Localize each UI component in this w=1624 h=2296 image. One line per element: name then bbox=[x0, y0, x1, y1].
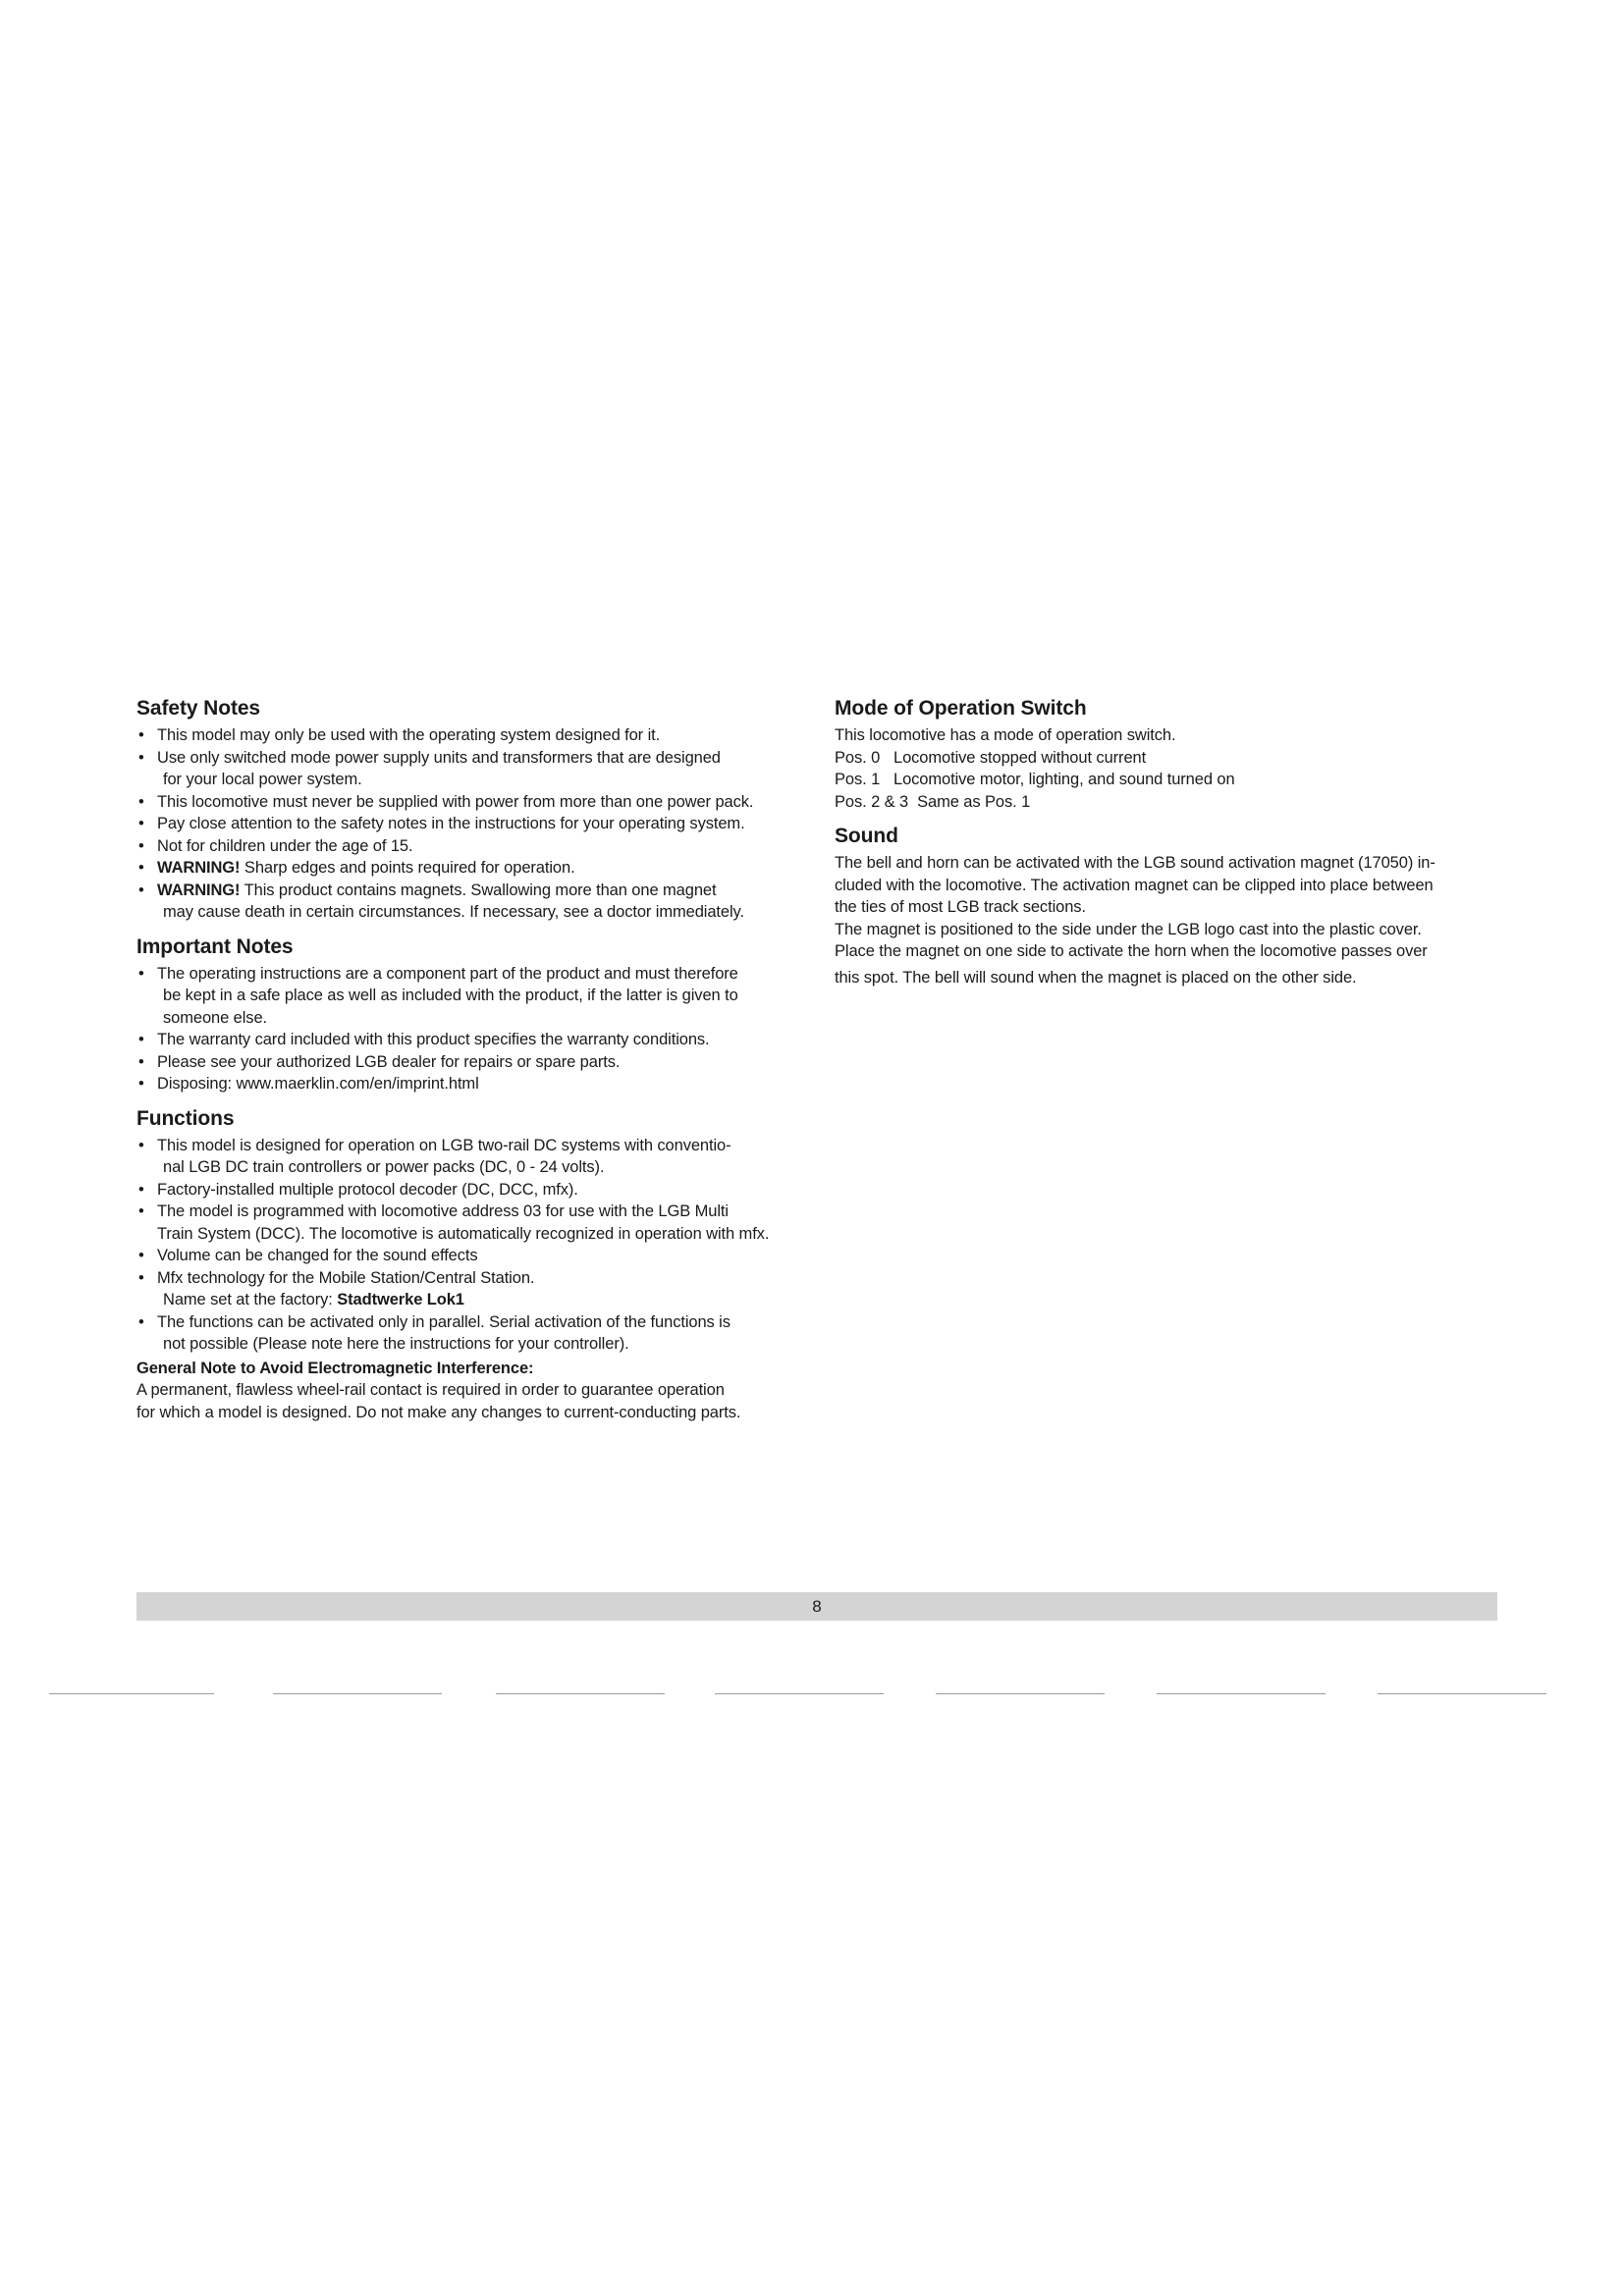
list-item-text: • Mfx technology for the Mobile Station/Central Station. bbox=[157, 1268, 535, 1287]
list-item bbox=[136, 791, 804, 814]
list-item-text: Please see your authorized LGB dealer for repairs or spare parts. bbox=[157, 1052, 621, 1071]
mode-position-value: Locomotive motor, lighting, and sound turned on bbox=[893, 771, 1235, 788]
bottom-rule-segment bbox=[1378, 1693, 1546, 1694]
functions-heading: Functions bbox=[136, 1106, 235, 1130]
list-item-text bbox=[157, 747, 804, 791]
list-item bbox=[136, 1135, 804, 1179]
list-item-warning bbox=[136, 857, 804, 880]
sound-body bbox=[835, 852, 1502, 988]
list-item-text: Disposing: www.maerklin.com/en/imprint.html bbox=[157, 1075, 479, 1093]
list-item-text: • The functions can be activated only in parallel. Serial activation of the functions is bbox=[157, 1312, 731, 1331]
bottom-rule-segment bbox=[49, 1693, 214, 1694]
left-column bbox=[136, 695, 804, 1433]
sound-text-line: this spot. The bell will sound when the magnet is placed on the other side. bbox=[835, 968, 1357, 987]
mode-position-row bbox=[835, 769, 1502, 791]
emi-note-line: A permanent, flawless wheel-rail contact is required in order to guarantee operation bbox=[136, 1381, 725, 1399]
factory-name-prefix: Name set at the factory: bbox=[163, 1291, 338, 1308]
list-item-text: The warranty card included with this product specifies the warranty conditions. bbox=[157, 1031, 710, 1048]
mode-switch-section bbox=[835, 695, 1502, 813]
list-item-text: Pay close attention to the safety notes in the instructions for your operating system. bbox=[157, 815, 745, 832]
list-item-text: Train System (DCC). The locomotive is automatically recognized in operation with mfx. bbox=[157, 1224, 770, 1243]
list-item-text: • The model is programmed with locomotive address 03 for use with the LGB Multi bbox=[157, 1202, 729, 1220]
list-item bbox=[136, 1245, 804, 1267]
list-item-text-line: • Use only switched mode power supply units and transformers that are designed bbox=[157, 748, 721, 767]
functions-list bbox=[136, 1135, 804, 1356]
list-item bbox=[136, 1051, 804, 1074]
list-item-text: This locomotive must never be supplied with power from more than one power pack. bbox=[157, 792, 754, 811]
important-notes-list bbox=[136, 963, 804, 1095]
bottom-rule-segment bbox=[715, 1693, 884, 1694]
factory-name-line bbox=[157, 1289, 804, 1311]
list-item-text: Not for children under the age of 15. bbox=[157, 836, 413, 855]
list-item-warning bbox=[136, 880, 804, 924]
mode-switch-heading: Mode of Operation Switch bbox=[835, 697, 1087, 720]
mode-position-key: Pos. 2 & 3 bbox=[835, 792, 909, 811]
list-item-text: nal LGB DC train controllers or power packs (DC, 0 - 24 volts). bbox=[163, 1158, 605, 1176]
sound-text-line: The magnet is positioned to the side under the LGB logo cast into the plastic cover. bbox=[835, 920, 1422, 938]
list-item-text: Volume can be changed for the sound effects bbox=[157, 1247, 478, 1264]
list-item bbox=[136, 1311, 804, 1356]
page-number: 8 bbox=[812, 1597, 822, 1616]
mode-position-value: Locomotive stopped without current bbox=[893, 748, 1147, 767]
list-item bbox=[136, 1201, 804, 1245]
list-item bbox=[136, 963, 804, 1030]
list-item-text: not possible (Please note here the instructions for your controller). bbox=[163, 1335, 629, 1353]
list-item-text: This model may only be used with the operating system designed for it. bbox=[157, 726, 661, 744]
safety-notes-section bbox=[136, 695, 804, 924]
sound-heading: Sound bbox=[835, 825, 898, 847]
mode-position-row bbox=[835, 747, 1502, 770]
emi-note-text bbox=[136, 1379, 804, 1423]
sound-section bbox=[835, 823, 1502, 988]
list-item bbox=[136, 813, 804, 835]
list-item bbox=[136, 747, 804, 791]
warning-text: This product contains magnets. Swallowing more than one magnet bbox=[240, 881, 717, 899]
list-item bbox=[136, 1267, 804, 1311]
warning-line bbox=[157, 880, 804, 902]
mode-switch-body bbox=[835, 724, 1502, 813]
list-item bbox=[136, 1073, 804, 1095]
functions-section bbox=[136, 1105, 804, 1424]
safety-notes-list bbox=[136, 724, 804, 924]
list-item-text: someone else. bbox=[163, 1008, 268, 1027]
warning-label: WARNING! bbox=[157, 859, 241, 877]
bottom-rule-segment bbox=[1157, 1693, 1326, 1694]
warning-text-continued: may cause death in certain circumstances. If necessary, see a doctor immediately. bbox=[163, 903, 744, 921]
list-item-text: Factory-installed multiple protocol decoder (DC, DCC, mfx). bbox=[157, 1180, 578, 1199]
emi-note-line: for which a model is designed. Do not make any changes to current-conducting parts. bbox=[136, 1403, 741, 1421]
warning-label: WARNING! bbox=[157, 881, 241, 899]
bottom-rule-segment bbox=[496, 1693, 665, 1694]
important-notes-heading: Important Notes bbox=[136, 934, 294, 958]
right-column bbox=[835, 695, 1502, 998]
sound-text-line: Place the magnet on one side to activate the horn when the locomotive passes over bbox=[835, 942, 1428, 960]
list-item-text-line: for your local power system. bbox=[163, 771, 362, 788]
mode-position-row bbox=[835, 791, 1502, 814]
safety-notes-heading: Safety Notes bbox=[136, 697, 261, 720]
sound-text-line: cluded with the locomotive. The activation magnet can be clipped into place between bbox=[835, 876, 1434, 894]
warning-text: Sharp edges and points required for operation. bbox=[240, 859, 575, 877]
mode-position-key: Pos. 1 bbox=[835, 771, 881, 788]
sound-text-line: the ties of most LGB track sections. bbox=[835, 898, 1086, 916]
bottom-rule-segment bbox=[936, 1693, 1105, 1694]
list-item-text: • This model is designed for operation on LGB two-rail DC systems with conventio- bbox=[157, 1136, 731, 1154]
sound-text-line: The bell and horn can be activated with the LGB sound activation magnet (17050) in- bbox=[835, 854, 1435, 872]
emi-note-heading: General Note to Avoid Electromagnetic Interference: bbox=[136, 1359, 534, 1377]
mode-position-key: Pos. 0 bbox=[835, 748, 881, 767]
list-item-text: be kept in a safe place as well as included with the product, if the latter is given to bbox=[163, 987, 738, 1004]
list-item-text: • The operating instructions are a component part of the product and must therefore bbox=[157, 964, 738, 983]
mode-switch-intro: This locomotive has a mode of operation switch. bbox=[835, 726, 1176, 744]
important-notes-section bbox=[136, 934, 804, 1095]
list-item bbox=[136, 1179, 804, 1201]
list-item bbox=[136, 835, 804, 858]
mode-position-value: Same as Pos. 1 bbox=[917, 792, 1031, 811]
page-footer-bar bbox=[136, 1592, 1497, 1621]
factory-name-value: Stadtwerke Lok1 bbox=[337, 1291, 464, 1308]
list-item bbox=[136, 1029, 804, 1051]
bottom-rule-segment bbox=[273, 1693, 442, 1694]
list-item bbox=[136, 724, 804, 747]
